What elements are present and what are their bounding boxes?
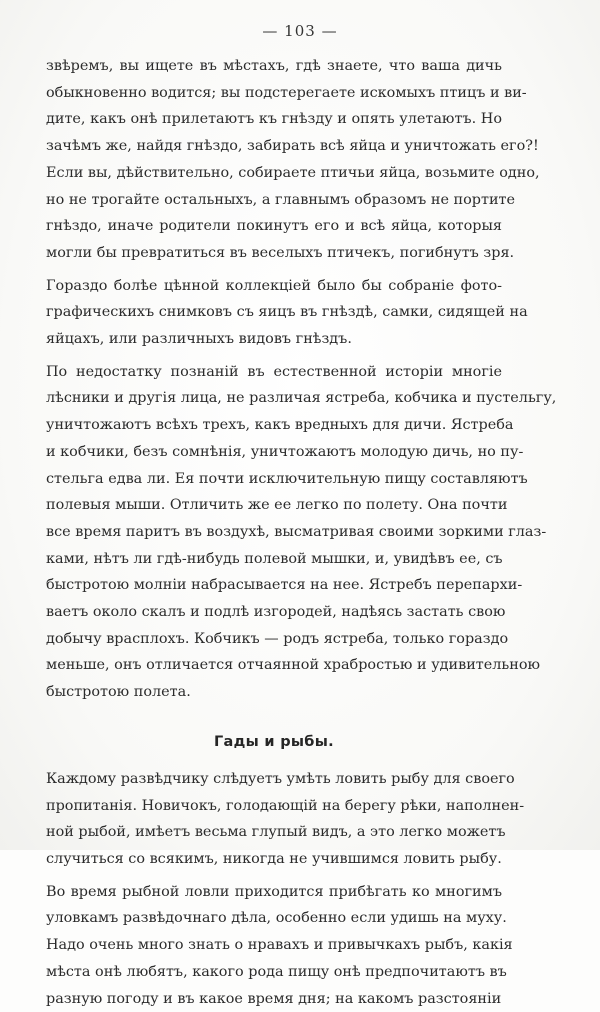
text-line: случиться со всякимъ, никогда не учившимся ловить рыбу. (46, 846, 502, 873)
paragraph (46, 766, 502, 873)
paragraphs-after (46, 766, 502, 1012)
text-line: разную погоду и въ какое время дня; на какомъ разстояніи (46, 986, 502, 1012)
text-line: Надо очень много знать о нравахъ и привычкахъ рыбъ, какія (46, 932, 502, 959)
text-line: зачѣмъ же, найдя гнѣздо, забирать всѣ яйца и уничтожать его?! (46, 133, 502, 160)
paragraph (46, 879, 502, 1012)
text-line: дите, какъ онѣ прилетаютъ къ гнѣзду и опять улетаютъ. Но (46, 106, 502, 133)
paragraph (46, 53, 502, 267)
section-heading: Гады и рыбы. (46, 734, 502, 750)
text-line: и кобчики, безъ сомнѣнія, уничтожаютъ молодую дичь, но пу- (46, 439, 502, 466)
text-line: все время паритъ въ воздухѣ, высматривая своими зоркими глаз- (46, 519, 502, 546)
text-line: графическихъ снимковъ съ яицъ въ гнѣздѣ, самки, сидящей на (46, 299, 502, 326)
paragraph (46, 273, 502, 353)
paragraph (46, 359, 502, 706)
text-line: мѣста онѣ любятъ, какого рода пищу онѣ предпочитаютъ въ (46, 959, 502, 986)
text-line: добычу врасплохъ. Кобчикъ — родъ ястреба, только гораздо (46, 626, 502, 653)
text-line: ной рыбой, имѣетъ весьма глупый видъ, а это легко можетъ (46, 819, 502, 846)
text-line: звѣремъ, вы ищете въ мѣстахъ, гдѣ знаете, что ваша дичь (46, 53, 502, 80)
text-line: пропитанія. Новичокъ, голодающій на берегу рѣки, наполнен- (46, 793, 502, 820)
text-line: стельга едва ли. Ея почти исключительную пищу составляютъ (46, 466, 502, 493)
text-line: уловкамъ развѣдочнаго дѣла, особенно если удишь на муху. (46, 905, 502, 932)
text-line: Гораздо болѣе цѣнной коллекціей было бы собраніе фото- (46, 273, 502, 300)
text-line: Каждому развѣдчику слѣдуетъ умѣть ловить рыбу для своего (46, 766, 502, 793)
text-line: могли бы превратиться въ веселыхъ птичекъ, погибнутъ зря. (46, 240, 502, 267)
text-line: ками, нѣтъ ли гдѣ-нибудь полевой мышки, и, увидѣвъ ее, съ (46, 546, 502, 573)
text-line: уничтожаютъ всѣхъ трехъ, какъ вредныхъ для дичи. Ястреба (46, 412, 502, 439)
text-line: быстротою молніи набрасывается на нее. Ястребъ перепархи- (46, 572, 502, 599)
paragraphs-before (46, 53, 502, 706)
text-line: яйцахъ, или различныхъ видовъ гнѣздъ. (46, 326, 502, 353)
text-line: обыкновенно водится; вы подстерегаете искомыхъ птицъ и ви- (46, 80, 502, 107)
text-line: меньше, онъ отличается отчаянной храбростью и удивительною (46, 652, 502, 679)
text-line: быстротою полета. (46, 679, 502, 706)
page-number: — 103 — (0, 22, 600, 40)
text-line: полевыя мыши. Отличить же ее легко по полету. Она почти (46, 492, 502, 519)
text-line: но не трогайте остальныхъ, а главнымъ образомъ не портите (46, 187, 502, 214)
text-line: По недостатку познаній въ естественной исторіи многіе (46, 359, 502, 386)
text-line: гнѣздо, иначе родители покинутъ его и всѣ яйца, которыя (46, 213, 502, 240)
text-line: Во время рыбной ловли приходится прибѣгать ко многимъ (46, 879, 502, 906)
body-text (46, 53, 502, 1012)
text-line: Если вы, дѣйствительно, собираете птичьи яйца, возьмите одно, (46, 160, 502, 187)
text-line: лѣсники и другія лица, не различая ястреба, кобчика и пустельгу, (46, 385, 502, 412)
text-line: ваетъ около скалъ и подлѣ изгородей, надѣясь застать свою (46, 599, 502, 626)
